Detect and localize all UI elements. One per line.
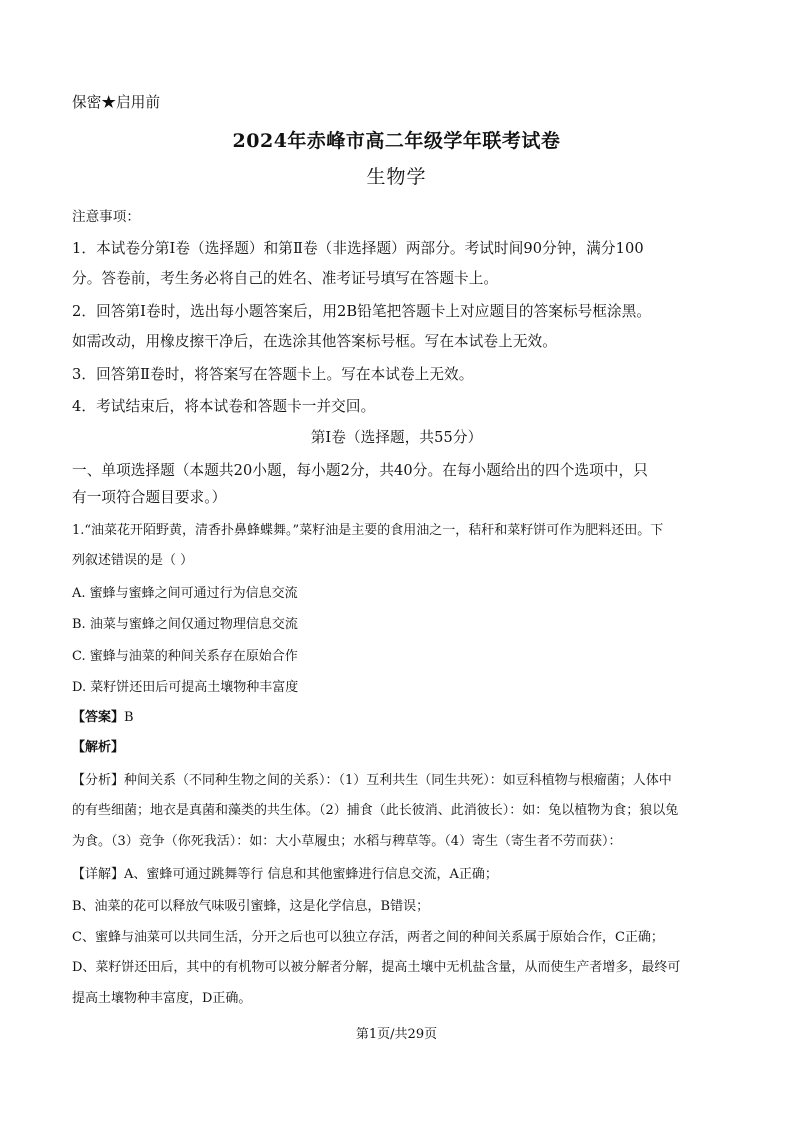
confidential-mark: 保密★启用前	[72, 94, 161, 111]
part1-heading: 第Ⅰ卷（选择题，共55分）	[310, 429, 483, 446]
analysis-line: 【分析】种间关系（不同种生物之间的关系）：（1）互利共生（同生共死）：如豆科植物与根瘤菌；人体中	[72, 773, 672, 788]
option-a: A. 蜜蜂与蜜蜂之间可通过行为信息交流	[72, 586, 298, 601]
answer-label: 【答案】	[72, 710, 125, 725]
notes-line: 分。答卷前，考生务必将自己的姓名、准考证号填写在答题卡上。	[72, 270, 499, 287]
part1-instruction: 有一项符合题目要求。）	[72, 489, 227, 506]
option-d: D. 菜籽饼还田后可提高土壤物种丰富度	[72, 680, 299, 695]
exam-title: 2024年赤峰市高二年级学年联考试卷	[232, 130, 561, 152]
notes-line: 3．回答第Ⅱ卷时，将答案写在答题卡上。写在本试卷上无效。	[72, 366, 474, 383]
notes-line: 1．本试卷分第Ⅰ卷（选择题）和第Ⅱ卷（非选择题）两部分。考试时间90分钟，满分100	[72, 240, 644, 257]
analysis-line: 提高土壤物种丰富度，D正确。	[72, 991, 252, 1006]
notes-line: 如需改动，用橡皮擦干净后，在选涂其他答案标号框。写在本试卷上无效。	[72, 333, 557, 350]
analysis-line: B、油菜的花可以释放气味吸引蜜蜂，这是化学信息，B错误；	[72, 899, 430, 914]
analysis-line: 的有些细菌；地衣是真菌和藻类的共生体。（2）捕食（此长彼消、此消彼长）：如：兔以植物为食；狼以兔	[72, 803, 679, 818]
option-c: C. 蜜蜂与油菜的种间关系存在原始合作	[72, 649, 298, 664]
analysis-line: C、蜜蜂与油菜可以共同生活，分开之后也可以独立存活，两者之间的种间关系属于原始合作，C正确；	[72, 930, 664, 945]
notes-heading: 注意事项：	[72, 209, 140, 225]
subject-title: 生物学	[366, 166, 427, 188]
analysis-line: D、菜籽饼还田后，其中的有机物可以被分解者分解，提高土壤中无机盐含量，从而使生产者增多，最终可	[72, 960, 681, 975]
part1-instruction: 一、单项选择题（本题共20小题，每小题2分，共40分。在每小题给出的四个选项中，只	[72, 462, 648, 479]
analysis-label: 【解析】	[72, 740, 125, 755]
question-stem: 列叙述错误的是（ ）	[72, 553, 194, 568]
notes-line: 2．回答第Ⅰ卷时，选出每小题答案后，用2B铅笔把答题卡上对应题目的答案标号框涂黑。	[72, 303, 652, 320]
answer-line	[72, 707, 134, 729]
question-stem: 1.“油菜花开陌野黄，清香扑鼻蜂蝶舞。”菜籽油是主要的食用油之一，秸秆和菜籽饼可作为肥料还田。下	[72, 523, 664, 538]
analysis-line: 为食。（3）竞争（你死我活）：如：大小草履虫；水稻与稗草等。（4）寄生（寄生者不劳而获）：	[72, 834, 622, 849]
page-footer: 第1页/共29页	[355, 1027, 438, 1042]
analysis-line: 【详解】A、蜜蜂可通过跳舞等行 信息和其他蜜蜂进行信息交流，A正确；	[72, 867, 498, 882]
option-b: B. 油菜与蜜蜂之间仅通过物理信息交流	[72, 617, 298, 632]
answer-value: B	[124, 710, 134, 725]
notes-line: 4．考试结束后，将本试卷和答题卡一并交回。	[72, 398, 376, 415]
